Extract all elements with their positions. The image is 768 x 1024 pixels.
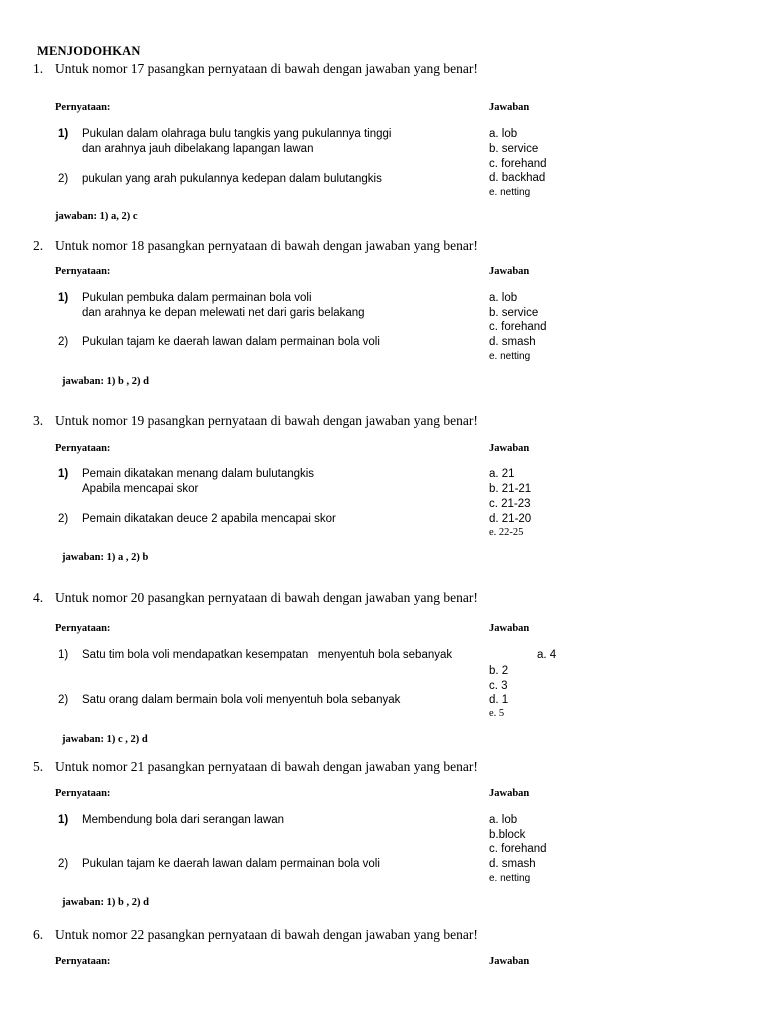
option-b: b. 2 — [489, 665, 509, 677]
question-prompt: Untuk nomor 18 pasangkan pernyataan di bawah dengan jawaban yang benar! — [55, 238, 478, 253]
statement-text: Pukulan tajam ke daerah lawan dalam permainan bola voli — [82, 858, 380, 870]
statement-number: 1) — [58, 468, 69, 480]
option-b: b. service — [489, 307, 539, 319]
option-a: a. lob — [489, 814, 518, 826]
statement-text: Pukulan dalam olahraga bulu tangkis yang pukulannya tinggi — [82, 128, 392, 140]
answer-header: Jawaban — [489, 443, 530, 454]
question-prompt: Untuk nomor 22 pasangkan pernyataan di bawah dengan jawaban yang benar! — [55, 927, 478, 942]
statement-header: Pernyataan: — [55, 102, 111, 113]
answer-header: Jawaban — [489, 266, 530, 277]
statement-header: Pernyataan: — [55, 956, 111, 967]
statement-number: 1) — [58, 649, 69, 661]
question-number: 3. — [33, 413, 44, 428]
answer-key: jawaban: 1) a, 2) c — [55, 211, 138, 222]
question-number: 1. — [33, 61, 44, 76]
statement-header: Pernyataan: — [55, 623, 111, 634]
option-a: a. 21 — [489, 468, 515, 480]
answer-header: Jawaban — [489, 623, 530, 634]
statement-text: Pukulan tajam ke daerah lawan dalam permainan bola voli — [82, 336, 380, 348]
option-b: b.block — [489, 829, 526, 841]
question-number: 5. — [33, 759, 44, 774]
option-a: a. 4 — [537, 649, 557, 661]
question-number: 4. — [33, 590, 44, 605]
statement-text: dan arahnya ke depan melewati net dari garis belakang — [82, 307, 365, 319]
statement-number: 2) — [58, 858, 69, 870]
statement-text: Satu orang dalam bermain bola voli menyentuh bola sebanyak — [82, 694, 401, 706]
statement-number: 2) — [58, 513, 69, 525]
statement-text: pukulan yang arah pukulannya kedepan dalam bulutangkis — [82, 173, 382, 185]
statement-text: Membendung bola dari serangan lawan — [82, 814, 285, 826]
question-prompt: Untuk nomor 17 pasangkan pernyataan di bawah dengan jawaban yang benar! — [55, 61, 478, 76]
option-d: d. smash — [489, 336, 536, 348]
option-e: e. netting — [489, 351, 531, 362]
option-e: e. netting — [489, 187, 531, 198]
statement-number: 1) — [58, 814, 69, 826]
statement-header: Pernyataan: — [55, 788, 111, 799]
statement-text: dan arahnya jauh dibelakang lapangan lawan — [82, 143, 314, 155]
statement-number: 1) — [58, 128, 69, 140]
statement-text: Pemain dikatakan menang dalam bulutangkis — [82, 468, 315, 480]
question-prompt: Untuk nomor 20 pasangkan pernyataan di bawah dengan jawaban yang benar! — [55, 590, 478, 605]
statement-text: Pemain dikatakan deuce 2 apabila mencapai skor — [82, 513, 336, 525]
option-d: d. backhad — [489, 172, 546, 184]
option-d: d. 21-20 — [489, 513, 532, 525]
answer-key: jawaban: 1) b , 2) d — [62, 376, 149, 387]
question-number: 2. — [33, 238, 44, 253]
question-number: 6. — [33, 927, 44, 942]
option-d: d. 1 — [489, 694, 509, 706]
option-e: e. 22-25 — [489, 527, 524, 538]
answer-header: Jawaban — [489, 956, 530, 967]
option-c: c. 3 — [489, 680, 508, 692]
question-prompt: Untuk nomor 19 pasangkan pernyataan di bawah dengan jawaban yang benar! — [55, 413, 478, 428]
answer-key: jawaban: 1) b , 2) d — [62, 897, 149, 908]
option-a: a. lob — [489, 128, 518, 140]
answer-header: Jawaban — [489, 102, 530, 113]
option-a: a. lob — [489, 292, 518, 304]
option-c: c. forehand — [489, 321, 547, 333]
statement-header: Pernyataan: — [55, 443, 111, 454]
statement-number: 2) — [58, 336, 69, 348]
page-title: MENJODOHKAN — [37, 44, 141, 58]
question-prompt: Untuk nomor 21 pasangkan pernyataan di bawah dengan jawaban yang benar! — [55, 759, 478, 774]
statement-header: Pernyataan: — [55, 266, 111, 277]
option-e: e. 5 — [489, 708, 505, 719]
answer-key: jawaban: 1) a , 2) b — [62, 552, 149, 563]
statement-text: Satu tim bola voli mendapatkan kesempatan menyentuh bola sebanyak — [82, 649, 453, 661]
statement-number: 2) — [58, 694, 69, 706]
option-b: b. 21-21 — [489, 483, 532, 495]
statement-number: 2) — [58, 173, 69, 185]
answer-header: Jawaban — [489, 788, 530, 799]
option-c: c. 21-23 — [489, 498, 531, 510]
option-d: d. smash — [489, 858, 536, 870]
option-e: e. netting — [489, 873, 531, 884]
statement-number: 1) — [58, 292, 69, 304]
option-c: c. forehand — [489, 843, 547, 855]
option-b: b. service — [489, 143, 539, 155]
statement-text: Apabila mencapai skor — [82, 483, 199, 495]
statement-text: Pukulan pembuka dalam permainan bola voli — [82, 292, 312, 304]
option-c: c. forehand — [489, 158, 547, 170]
answer-key: jawaban: 1) c , 2) d — [62, 734, 148, 745]
